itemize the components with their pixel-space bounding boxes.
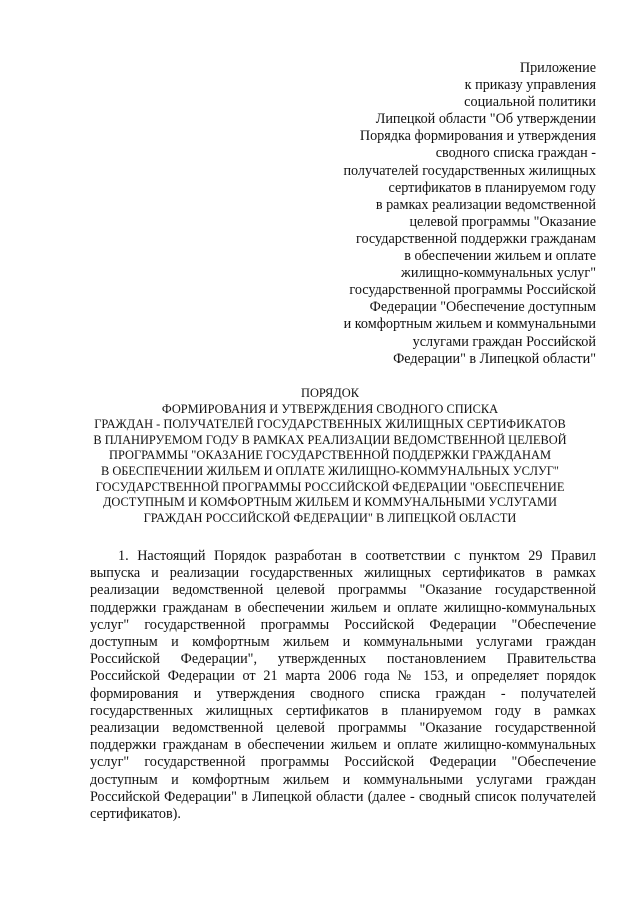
title-line: ПРОГРАММЫ "ОКАЗАНИЕ ГОСУДАРСТВЕННОЙ ПОДДЕРЖКИ ГРАЖДАНАМ [109, 448, 551, 463]
appendix-line: в рамках реализации ведомственной [375, 196, 596, 213]
appendix-line: к приказу управления [464, 77, 596, 94]
title-line: ДОСТУПНЫМ И КОМФОРТНЫМ ЖИЛЬЕМ И КОММУНАЛЬНЫМИ УСЛУГАМИ [102, 495, 558, 510]
title-line: В ОБЕСПЕЧЕНИИ ЖИЛЬЕМ И ОПЛАТЕ ЖИЛИЩНО-КОММУНАЛЬНЫХ УСЛУГ" [100, 463, 559, 478]
title-line: В ПЛАНИРУЕМОМ ГОДУ В РАМКАХ РЕАЛИЗАЦИИ ВЕДОМСТВЕННОЙ ЦЕЛЕВОЙ [93, 432, 567, 447]
appendix-line: Порядка формирования и утверждения [359, 128, 596, 145]
document-title [60, 386, 600, 526]
appendix-line: Федерации" в Липецкой области" [393, 350, 596, 367]
appendix-line: сводного списка граждан - [435, 145, 596, 162]
appendix-line: государственной поддержки гражданам [356, 230, 596, 247]
appendix-line: Федерации "Обеспечение доступным [369, 299, 596, 316]
title-line: ПОРЯДОК [301, 386, 359, 400]
appendix-line: государственной программы Российской [349, 282, 596, 299]
title-line: ГОСУДАРСТВЕННОЙ ПРОГРАММЫ РОССИЙСКОЙ ФЕДЕРАЦИИ "ОБЕСПЕЧЕНИЕ [95, 479, 565, 494]
appendix-line: услугами граждан Российской [412, 333, 596, 350]
title-line: ГРАЖДАН РОССИЙСКОЙ ФЕДЕРАЦИИ" В ЛИПЕЦКОЙ ОБЛАСТИ [143, 510, 517, 525]
appendix-line: Липецкой области "Об утверждении [375, 111, 596, 128]
appendix-line: социальной политики [464, 94, 596, 111]
appendix-line: и комфортным жильем и коммунальными [343, 316, 596, 333]
appendix-line: жилищно-коммунальных услуг" [401, 265, 596, 282]
body-paragraph-1: 1. Настоящий Порядок разработан в соответствии с пунктом 29 Правил выпуска и реализации государственных жилищных сертификатов в рамках реализации ведомственной целевой программы "Оказание государственной поддержки гражданам в обеспечении жильем и оплате жилищно-коммунальных услуг" государственной программы Российской Федерации "Обеспечение доступным и комфортным жильем и коммунальными услугами граждан Российской Федерации", утвержденных постановлением Правительства Российской Федерации от 21 марта 2006 года № 153, и определяет порядок формирования и утверждения сводного списка граждан - получателей государственных жилищных сертификатов в планируемом году в рамках реализации ведомственной целевой программы "Оказание государственной поддержки гражданам в обеспечении жильем и оплате жилищно-коммунальных услуг" государственной программы Российской Федерации "Обеспечение доступным и комфортным жильем и коммунальными услугами граждан Российской Федерации" в Липецкой области (далее - сводный список получателей сертификатов). [90, 548, 596, 823]
appendix-header [296, 60, 596, 368]
appendix-line: сертификатов в планируемом году [388, 179, 596, 196]
title-line: ГРАЖДАН - ПОЛУЧАТЕЛЕЙ ГОСУДАРСТВЕННЫХ ЖИЛИЩНЫХ СЕРТИФИКАТОВ [94, 417, 566, 432]
appendix-line: Приложение [519, 60, 596, 76]
appendix-line: получателей государственных жилищных [343, 162, 596, 179]
title-line: ФОРМИРОВАНИЯ И УТВЕРЖДЕНИЯ СВОДНОГО СПИСКА [161, 401, 499, 416]
appendix-line: в обеспечении жильем и оплате [404, 248, 596, 265]
appendix-line: целевой программы "Оказание [409, 213, 596, 230]
